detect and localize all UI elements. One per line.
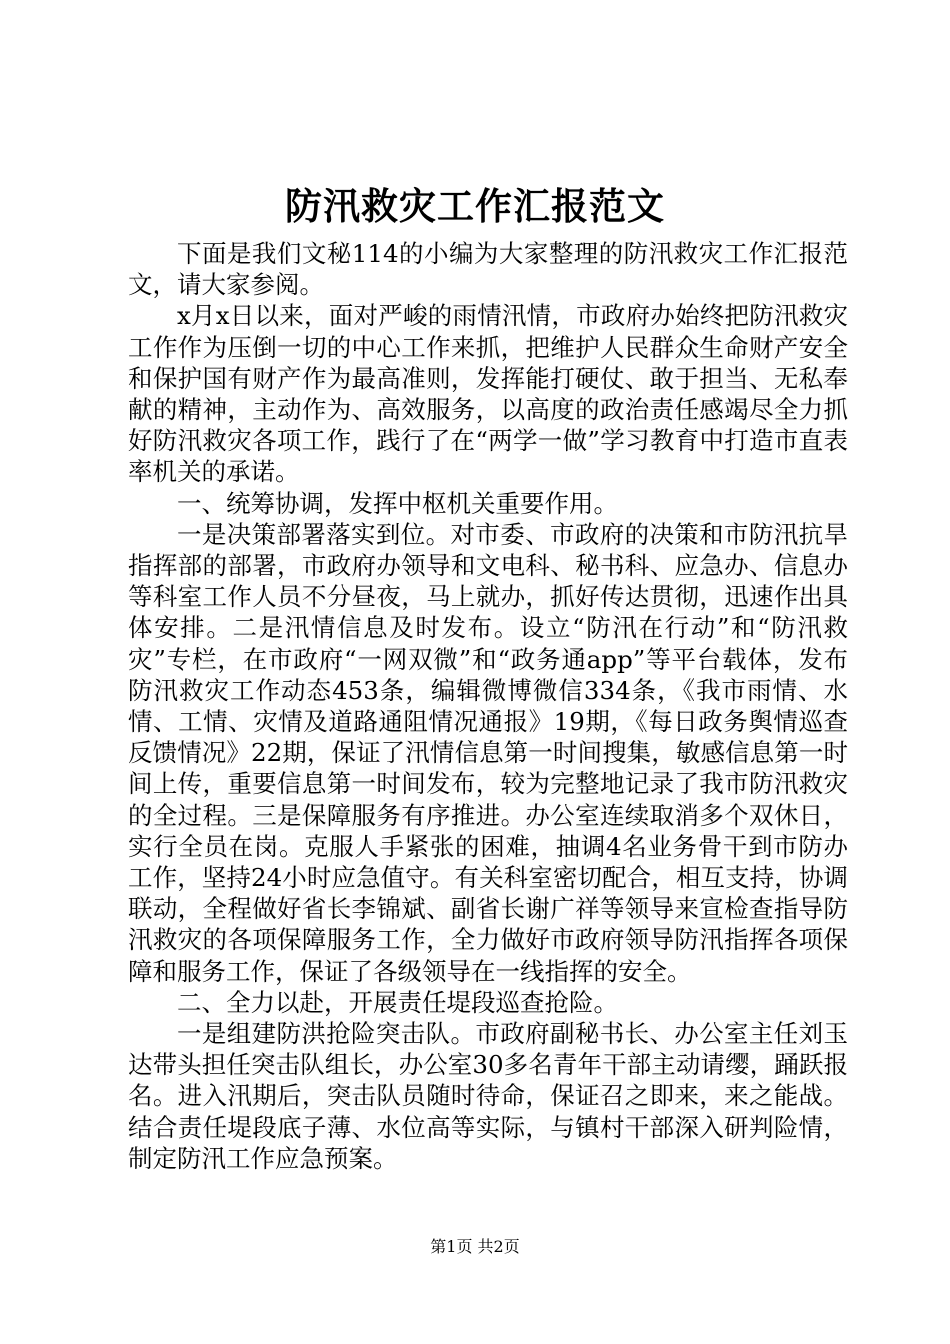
- section-heading-2: 二、全力以赴，开展责任堤段巡查抢险。: [177, 987, 618, 1017]
- section-heading-1: 一、统筹协调，发挥中枢机关重要作用。: [177, 488, 618, 518]
- paragraph-section-1: 一是决策部署落实到位。对市委、市政府的决策和市防汛抗旱指挥部的部署，市政府办领导和文电科、秘书科、应急办、信息办等科室工作人员不分昼夜，马上就办，抓好传达贯彻，迅速作出具体安排。二是汛情信息及时发布。设立“防汛在行动”和“防汛救灾”专栏，在市政府“一网双微”和“政务通app”等平台载体，发布防汛救灾工作动态453条，编辑微博微信334条，《我市雨情、水情、工情、灾情及道路通阻情况通报》19期，《每日政务舆情巡查反馈情况》22期，保证了汛情信息第一时间搜集，敏感信息第一时间上传，重要信息第一时间发布，较为完整地记录了我市防汛救灾的全过程。三是保障服务有序推进。办公室连续取消多个双休日，实行全员在岗。克服人手紧张的困难，抽调4名业务骨干到市防办工作，坚持24小时应急值守。有关科室密切配合，相互支持，协调联动，全程做好省长李锦斌、副省长谢广祥等领导来宣检查指导防汛救灾的各项保障服务工作，全力做好市政府领导防汛指挥各项保障和服务工作，保证了各级领导在一线指挥的安全。: [128, 519, 848, 986]
- paragraph-overview: x月x日以来，面对严峻的雨情汛情，市政府办始终把防汛救灾工作作为压倒一切的中心工作来抓，把维护人民群众生命财产安全和保护国有财产作为最高准则，发挥能打硬仗、敢于担当、无私奉献的精神，主动作为、高效服务，以高度的政治责任感竭尽全力抓好防汛救灾各项工作，践行了在“两学一做”学习教育中打造市直表率机关的承诺。: [128, 301, 848, 487]
- page-footer: 第1页 共2页: [430, 1237, 520, 1256]
- paragraph-intro: 下面是我们文秘114的小编为大家整理的防汛救灾工作汇报范文，请大家参阅。: [128, 239, 848, 300]
- page-title: 防汛救灾工作汇报范文: [285, 184, 665, 228]
- document-body: [128, 238, 848, 1174]
- paragraph-section-2: 一是组建防洪抢险突击队。市政府副秘书长、办公室主任刘玉达带头担任突击队组长，办公室30多名青年干部主动请缨，踊跃报名。进入汛期后，突击队员随时待命，保证召之即来，来之能战。结合责任堤段底子薄、水位高等实际，与镇村干部深入研判险情，制定防汛工作应急预案。: [128, 1019, 848, 1173]
